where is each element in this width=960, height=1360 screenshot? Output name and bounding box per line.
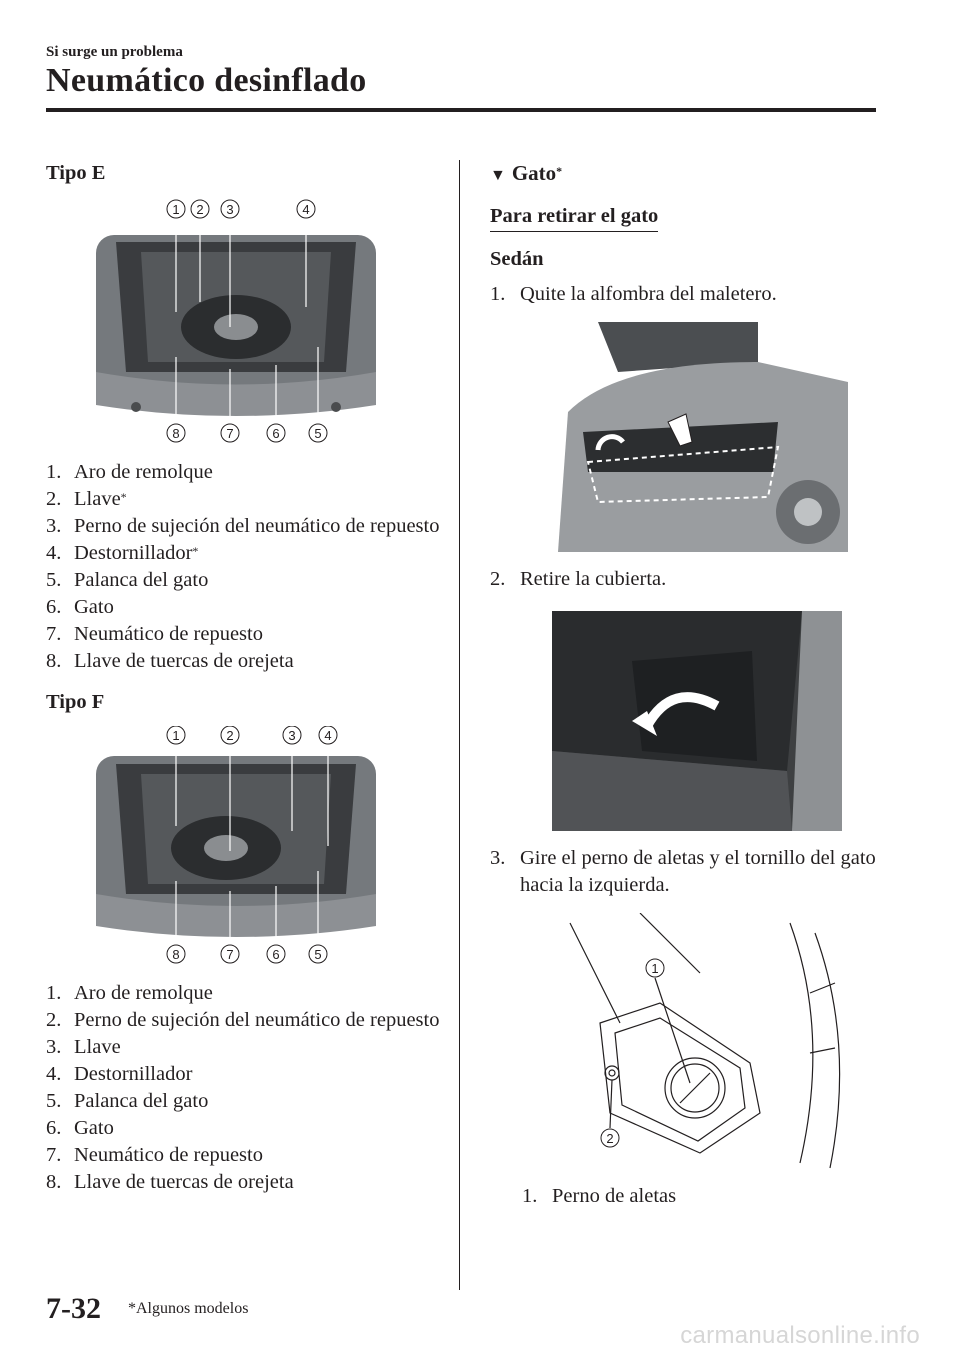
callout-6 (267, 424, 285, 442)
watermark: carmanualsonline.info (680, 1322, 920, 1349)
callout-7 (221, 424, 239, 442)
svg-text:3: 3 (288, 728, 296, 743)
svg-text:6: 6 (272, 426, 280, 441)
triangle-down-icon: ▼ (490, 167, 506, 184)
tipo-e-heading: Tipo E (46, 162, 106, 184)
fig3-legend-item: 1. Perno de aletas (522, 1185, 677, 1207)
step-1: 1. Quite la alfombra del maletero. (490, 283, 777, 305)
callout-4 (319, 726, 337, 744)
svg-text:3: 3 (226, 202, 234, 217)
svg-text:7: 7 (226, 426, 234, 441)
trunk-cover-figure (552, 611, 842, 831)
title-rule (46, 108, 876, 112)
list-item: 5. Palanca del gato (46, 569, 209, 591)
gato-heading: ▼ Gato* (490, 161, 563, 185)
callout-8 (167, 945, 185, 963)
svg-text:8: 8 (172, 947, 180, 962)
svg-text:2: 2 (196, 202, 204, 217)
list-item: 2. Perno de sujeción del neumático de repuesto (46, 1009, 440, 1031)
svg-text:1: 1 (651, 961, 659, 976)
wing-bolt-figure (530, 913, 850, 1173)
svg-text:7: 7 (226, 947, 234, 962)
list-item: 2. Llave* (46, 488, 127, 510)
section-label: Si surge un problema (46, 44, 183, 60)
tipo-f-trunk-figure (96, 726, 386, 966)
page-number: 7-32 (46, 1292, 101, 1325)
footnote: *Algunos modelos (128, 1300, 249, 1317)
list-item: 8. Llave de tuercas de orejeta (46, 650, 294, 672)
list-item: 7. Neumático de repuesto (46, 623, 263, 645)
list-item: 1. Aro de remolque (46, 461, 213, 483)
right-column (490, 160, 890, 1210)
list-item: 3. Perno de sujeción del neumático de repuesto (46, 515, 440, 537)
left-column (46, 160, 446, 1196)
callout-6 (267, 945, 285, 963)
column-divider (459, 160, 460, 1290)
callout-1 (167, 726, 185, 744)
callout-2 (191, 200, 209, 218)
svg-text:2: 2 (606, 1131, 614, 1146)
callout-5 (309, 945, 327, 963)
list-item: 3. Llave (46, 1036, 121, 1058)
trunk-carpet-figure (558, 322, 848, 552)
tipo-f-heading: Tipo F (46, 691, 105, 713)
callout-1 (646, 959, 664, 977)
svg-text:6: 6 (272, 947, 280, 962)
list-item: 7. Neumático de repuesto (46, 1144, 263, 1166)
svg-text:5: 5 (314, 426, 322, 441)
list-item: 1. Aro de remolque (46, 982, 213, 1004)
callout-2 (601, 1129, 619, 1147)
list-item: 4. Destornillador* (46, 542, 199, 564)
subheading: Para retirar el gato (490, 203, 658, 232)
step-2: 2. Retire la cubierta. (490, 568, 667, 590)
page-title: Neumático desinflado (46, 62, 367, 99)
list-item: 6. Gato (46, 1117, 114, 1139)
callout-7 (221, 945, 239, 963)
svg-text:1: 1 (172, 728, 180, 743)
tipo-f-legend (46, 980, 446, 1196)
list-item: 4. Destornillador (46, 1063, 193, 1085)
callout-8 (167, 424, 185, 442)
model-heading: Sedán (490, 248, 544, 270)
svg-text:2: 2 (226, 728, 234, 743)
svg-text:1: 1 (172, 202, 180, 217)
svg-text:5: 5 (314, 947, 322, 962)
callout-2 (221, 726, 239, 744)
callout-4 (297, 200, 315, 218)
callout-1 (167, 200, 185, 218)
svg-text:4: 4 (302, 202, 310, 217)
callout-3 (221, 200, 239, 218)
list-item: 8. Llave de tuercas de orejeta (46, 1171, 294, 1193)
svg-text:8: 8 (172, 426, 180, 441)
callout-3 (283, 726, 301, 744)
list-item: 5. Palanca del gato (46, 1090, 209, 1112)
tipo-e-legend (46, 459, 446, 675)
step-3: 3. Gire el perno de aletas y el tornillo del gato hacia la izquierda. (490, 847, 876, 896)
tipo-e-trunk-figure (96, 197, 386, 447)
list-item: 6. Gato (46, 596, 114, 618)
svg-text:4: 4 (324, 728, 332, 743)
callout-5 (309, 424, 327, 442)
